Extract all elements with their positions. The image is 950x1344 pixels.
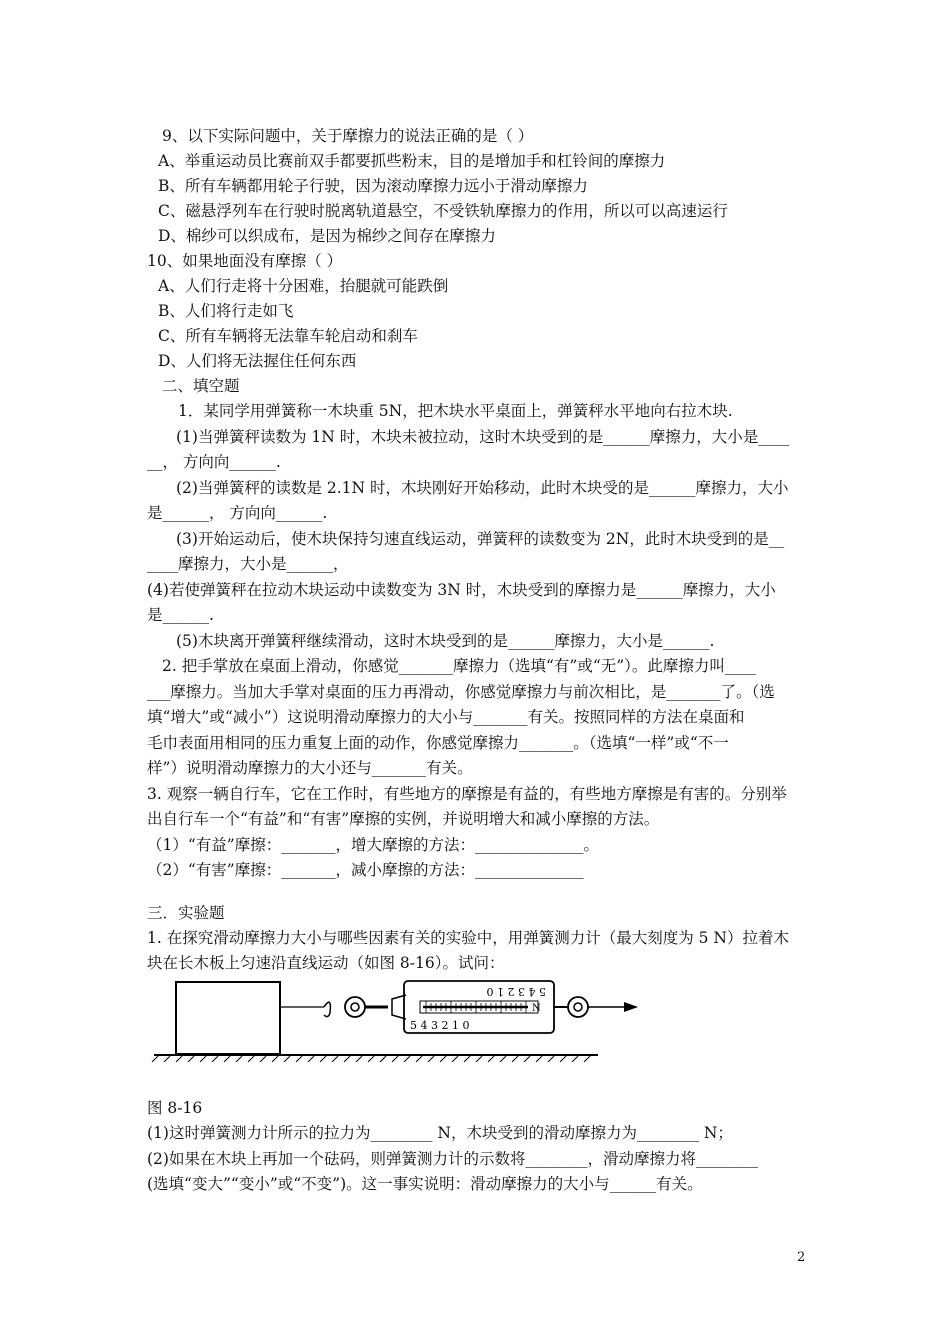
figure-caption: 图 8-16: [147, 1099, 203, 1117]
experiment-q1-line1: 1. 在探究滑动摩擦力大小与哪些因素有关的实验中，用弹簧测力计（最大刻度为 5 N）拉着木: [147, 929, 789, 947]
fill-q2-line1: 2. 把手掌放在桌面上滑动，你感觉_______摩擦力（选填“有”或“无”）。此摩擦力叫____: [162, 657, 756, 675]
q10-option-b: B、人们将行走如飞: [158, 302, 294, 320]
page-number: 2: [797, 1250, 806, 1265]
experiment-q1-line2: 块在长木板上匀速沿直线运动（如图 8-16）。试问：: [147, 954, 505, 972]
fill-q3-beneficial: （1）“有益”摩擦：_______，增大摩擦的方法：______________。: [147, 836, 599, 854]
fill-q1-part2: (2)当弹簧秤的读数是 2.1N 时，木块刚好开始移动，此时木块受的是______摩擦力，大小: [176, 479, 789, 497]
fill-q1-part3: (3)开始运动后，使木块保持匀速直线运动，弹簧秤的读数变为 2N，此时木块受到的是__: [176, 530, 785, 548]
experiment-q1-part2-cont: (选填“变大”“变小”或“不变”)。这一事实说明：滑动摩擦力的大小与______有关。: [147, 1175, 703, 1193]
pull-ring: [568, 997, 588, 1017]
q9-option-a: A、举重运动员比赛前双手都要抓些粉末，目的是增加手和杠铃间的摩擦力: [158, 152, 666, 170]
fill-q1-part3-cont: ____摩擦力，大小是______，: [147, 555, 349, 573]
experiment-q1-part1: (1)这时弹簧测力计所示的拉力为________ N，木块受到的滑动摩擦力为________ N；: [147, 1124, 733, 1142]
fill-q1-part1-cont: __， 方向向______.: [147, 453, 281, 471]
hook-ring: [345, 997, 365, 1017]
scale-label-top: 5 4 3 2 1 0: [486, 985, 546, 998]
fill-q1-intro: 1．某同学用弹簧称一木块重 5N，把木块水平桌面上，弹簧秤水平地向右拉木块.: [178, 402, 733, 420]
spring-scale-diagram: [148, 977, 648, 1062]
wooden-block: [176, 982, 280, 1054]
q9-option-c: C、磁悬浮列车在行驶时脱离轨道悬空，不受铁轨摩擦力的作用，所以可以高速运行: [158, 202, 728, 220]
arrow-head: [624, 1002, 638, 1012]
fill-q1-part4-cont: 是______.: [147, 606, 214, 624]
q9-option-b: B、所有车辆都用轮子行驶，因为滚动摩擦力远小于滑动摩擦力: [158, 177, 588, 195]
fill-q3-harmful: （2）“有害”摩擦：_______，减小摩擦的方法：______________: [147, 861, 584, 879]
scale-unit-label: N: [532, 1003, 541, 1014]
fill-q2-line3: 填“增大”或“减小”）这说明滑动摩擦力的大小与_______有关。按照同样的方法在桌面和: [147, 708, 745, 726]
q10-option-d: D、人们将无法握住任何东西: [158, 352, 357, 370]
fill-q1-part5: (5)木块离开弹簧秤继续滑动，这时木块受到的是______摩擦力，大小是______.: [176, 632, 715, 650]
fill-q2-line2: ___摩擦力。当加大手掌对桌面的压力再滑动，你感觉摩擦力与前次相比，是_______了。（选: [147, 683, 775, 701]
fill-q1-part1: (1)当弹簧秤读数为 1N 时，木块未被拉动，这时木块受到的是______摩擦力，大小是____: [176, 428, 790, 446]
q9-option-d: D、棉纱可以织成布，是因为棉纱之间存在摩擦力: [158, 227, 496, 245]
fill-q3-line1: 3. 观察一辆自行车，它在工作时，有些地方的摩擦是有益的，有些地方摩擦是有害的。分别举: [147, 785, 787, 803]
fill-q1-part2-cont: 是______， 方向向______.: [147, 504, 328, 522]
q10-option-c: C、所有车辆将无法靠车轮启动和刹车: [158, 327, 418, 345]
question-9: 9、以下实际问题中，关于摩擦力的说法正确的是（ ）: [162, 127, 534, 145]
scale-hook: [324, 1002, 330, 1016]
fill-q2-line5: 样”）说明滑动摩擦力的大小还与_______有关。: [147, 759, 473, 777]
fill-q1-part4: (4)若使弹簧秤在拉动木块运动中读数变为 3N 时，木块受到的摩擦力是______摩擦力，大小: [147, 581, 776, 599]
fill-q2-line4: 毛巾表面用相同的压力重复上面的动作，你感觉摩擦力_______。（选填“一样”或“不一: [147, 734, 729, 752]
question-10: 10、如果地面没有摩擦（ ）: [147, 252, 343, 270]
ground-hatching: [152, 1056, 590, 1062]
experiment-q1-part2: (2)如果在木块上再加一个砝码，则弹簧测力计的示数将________，滑动摩擦力将________: [147, 1150, 758, 1168]
experiment-heading: 三．实验题: [147, 904, 225, 922]
fill-q3-line2: 出自行车一个“有益”和“有害”摩擦的实例，并说明增大和减小摩擦的方法。: [147, 810, 660, 828]
q10-option-a: A、人们行走将十分困难，抬腿就可能跌倒: [158, 277, 449, 295]
scale-label-bottom: 5 4 3 2 1 0: [410, 1019, 470, 1032]
fill-heading: 二、填空题: [162, 377, 240, 395]
